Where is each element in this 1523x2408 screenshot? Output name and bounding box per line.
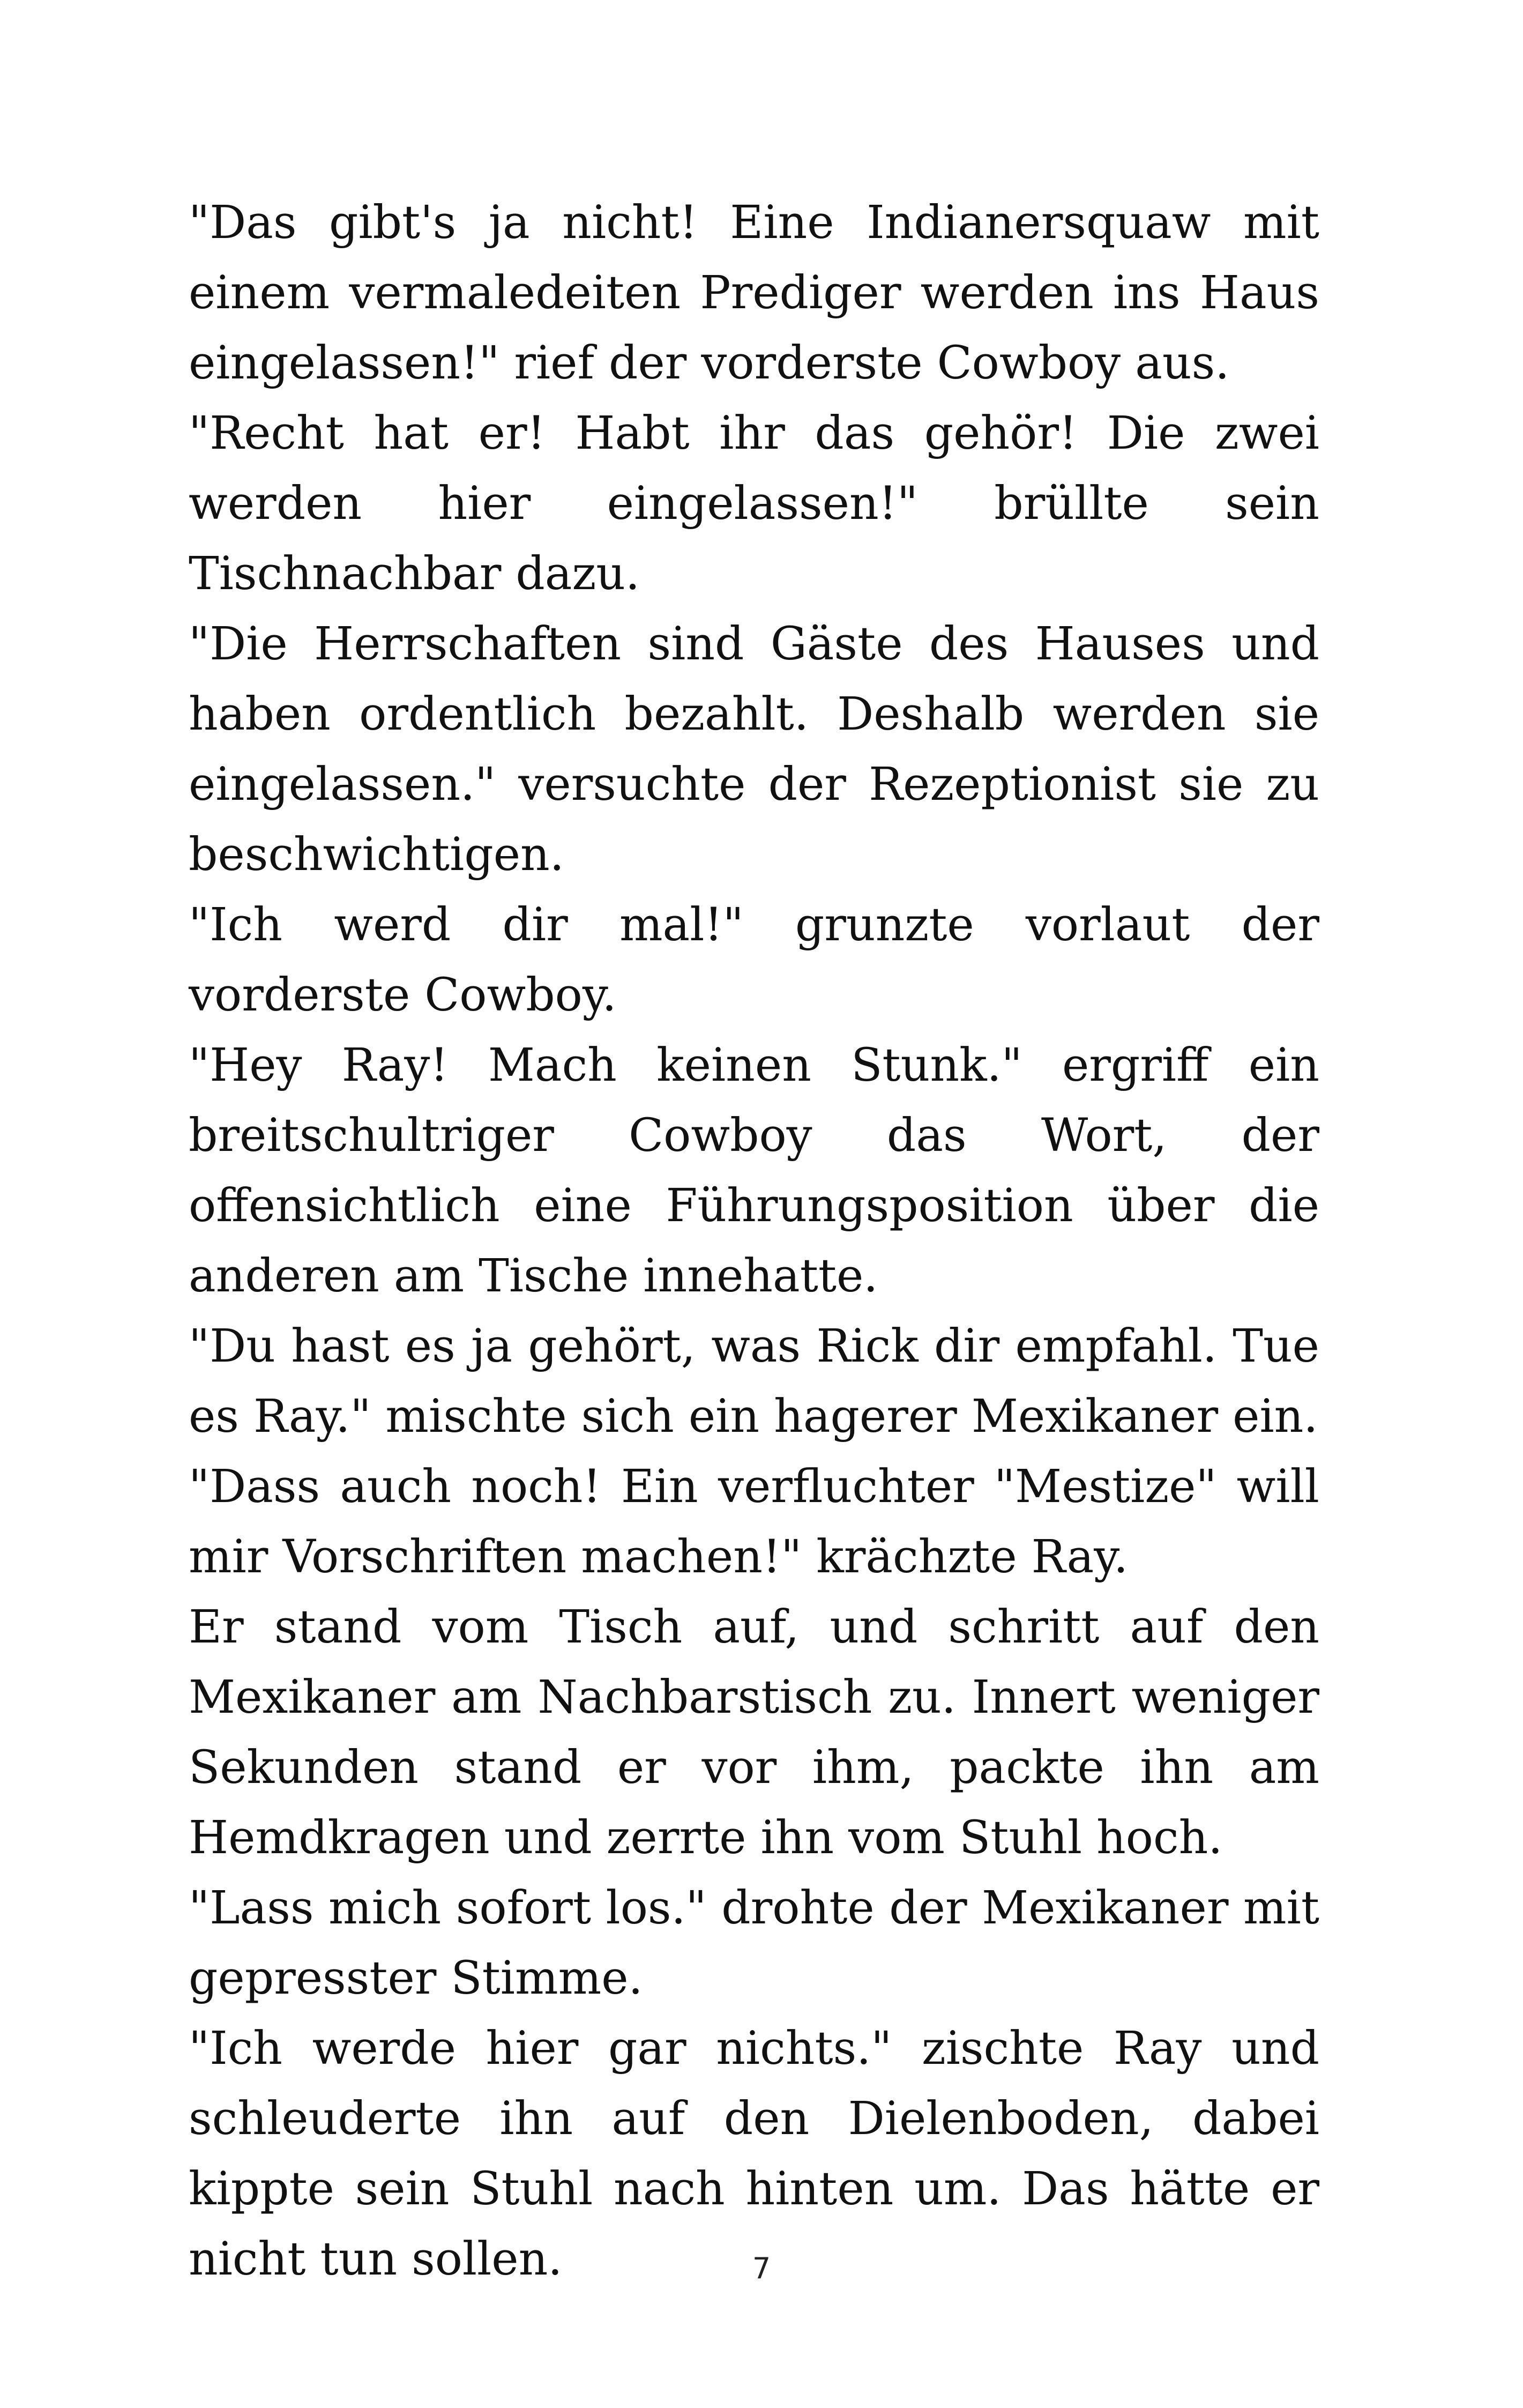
paragraph: "Lass mich sofort los." drohte der Mexikaner mit gepresster Stimme. [189,1882,1319,2005]
paragraph: "Du hast es ja gehört, was Rick dir empfahl. Tue es Ray." mischte sich ein hagerer Mexikaner ein. [189,1320,1319,1443]
paragraph: "Ich werd dir mal!" grunzte vorlaut der vorderste Cowboy. [189,898,1319,1022]
paragraph: Er stand vom Tisch auf, und schritt auf den Mexikaner am Nachbarstisch zu. Innert weniger Sekunden stand er vor ihm, packte ihn am Hemdkragen und zerrte ihn vom Stuhl hoch. [189,1601,1319,1864]
paragraph: "Dass auch noch! Ein verfluchter "Mestize" will mir Vorschriften machen!" krächzte Ray. [189,1460,1319,1584]
paragraph: "Hey Ray! Mach keinen Stunk." ergriff ein breitschultriger Cowboy das Wort, der offensichtlich eine Führungsposition über die anderen am Tische innehatte. [189,1039,1319,1303]
page-number: 7 [752,2251,771,2285]
paragraph: "Ich werde hier gar nichts." zischte Ray und schleuderte ihn auf den Dielenboden, dabei kippte sein Stuhl nach hinten um. Das hätte er nicht tun sollen. [189,2022,1319,2286]
paragraph: "Das gibt's ja nicht! Eine Indianersquaw mit einem vermaledeiten Prediger werden ins Haus eingelassen!" rief der vorderste Cowboy aus. [189,196,1319,390]
body-text [189,188,1319,2294]
paragraph: "Die Herrschaften sind Gäste des Hauses und haben ordentlich bezahlt. Deshalb werden sie eingelassen." versuchte der Rezeptionist sie zu beschwichtigen. [189,618,1319,881]
paragraph: "Recht hat er! Habt ihr das gehör! Die zwei werden hier eingelassen!" brüllte sein Tischnachbar dazu. [189,407,1319,600]
